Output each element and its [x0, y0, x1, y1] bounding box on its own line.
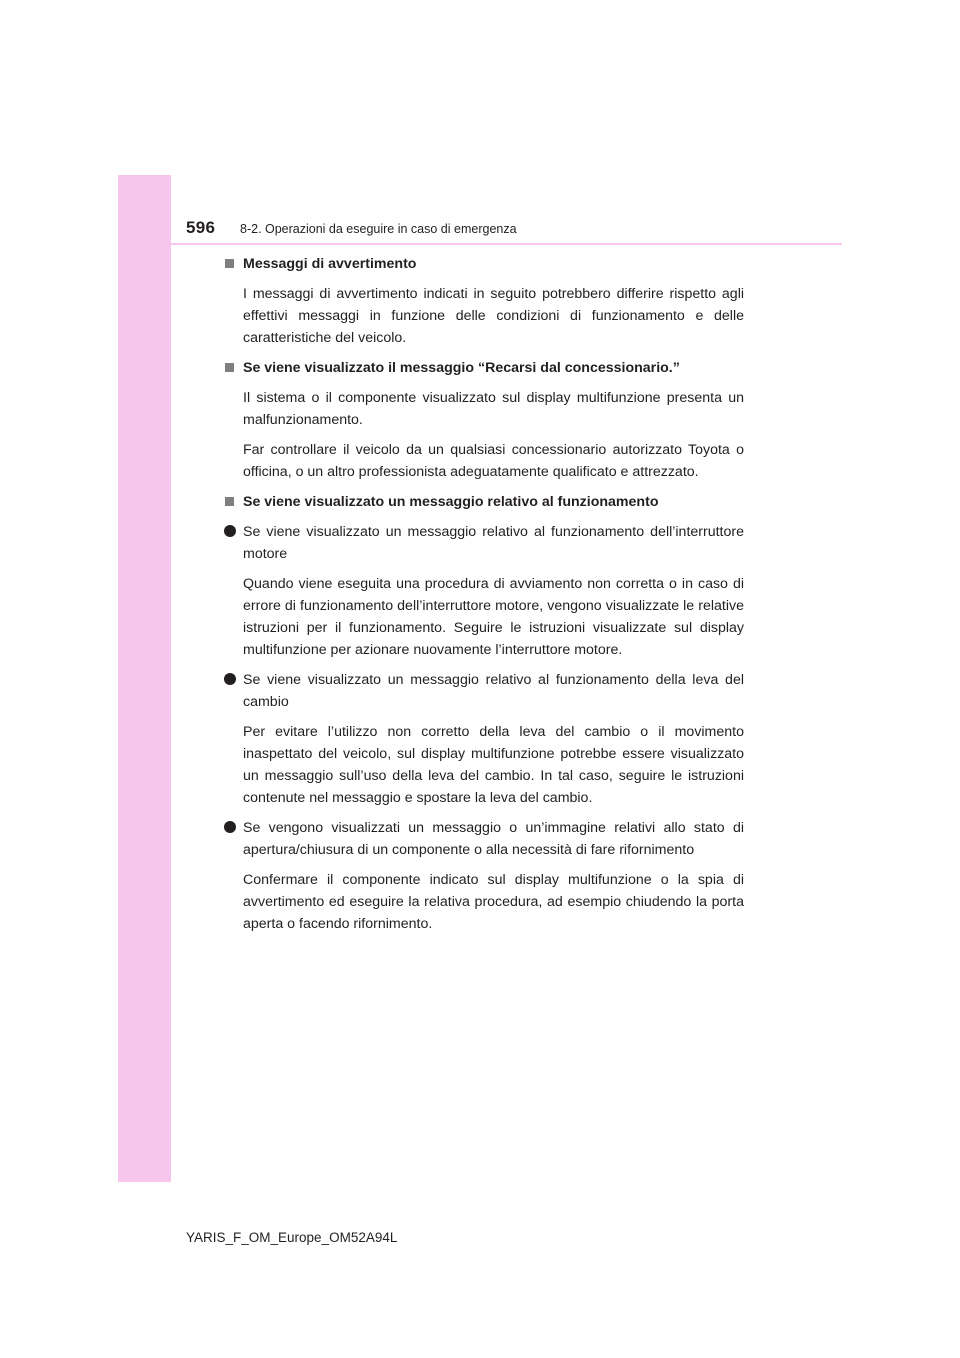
- square-bullet-icon: [225, 259, 234, 268]
- square-bullet-icon: [225, 497, 234, 506]
- page-content: [224, 253, 744, 943]
- paragraph: Far controllare il veicolo da un qualsiasi concessionario autorizzato Toyota o officina, o un altro professionista adeguatamente qualificato e attrezzato.: [243, 442, 744, 480]
- header-divider: [118, 243, 842, 245]
- section-heading: [224, 357, 744, 379]
- bullet-title: Se viene visualizzato un messaggio relativo al funzionamento dell’interruttore motore: [243, 524, 744, 562]
- section-heading-text: Se viene visualizzato un messaggio relativo al funzionamento: [243, 494, 659, 510]
- paragraph: Confermare il componente indicato sul display multifunzione o la spia di avvertimento ed eseguire la relativa procedura, ad esempio chiudendo la porta aperta o facendo rifornimento.: [243, 872, 744, 932]
- round-bullet-icon: [224, 673, 236, 685]
- section-title: 8-2. Operazioni da eseguire in caso di emergenza: [240, 222, 517, 236]
- bullet-item: [224, 817, 744, 861]
- bullet-title: Se viene visualizzato un messaggio relativo al funzionamento della leva del cambio: [243, 672, 744, 710]
- footer-document-code: YARIS_F_OM_Europe_OM52A94L: [186, 1230, 398, 1245]
- section-heading: [224, 253, 744, 275]
- round-bullet-icon: [224, 821, 236, 833]
- bullet-item: [224, 669, 744, 713]
- paragraph: Il sistema o il componente visualizzato sul display multifunzione presenta un malfunzionamento.: [243, 390, 744, 428]
- round-bullet-icon: [224, 525, 236, 537]
- bullet-title: Se vengono visualizzati un messaggio o un’immagine relativi allo stato di apertura/chiusura di un componente o alla necessità di fare rifornimento: [243, 820, 744, 858]
- section-heading-text: Se viene visualizzato il messaggio “Recarsi dal concessionario.”: [243, 360, 680, 376]
- section-heading-text: Messaggi di avvertimento: [243, 256, 417, 272]
- paragraph: I messaggi di avvertimento indicati in seguito potrebbero differire rispetto agli effettivi messaggi in funzione delle condizioni di funzionamento e delle caratteristiche del veicolo.: [243, 286, 744, 346]
- section-heading: [224, 491, 744, 513]
- square-bullet-icon: [225, 363, 234, 372]
- page-number: 596: [186, 218, 216, 237]
- bullet-item: [224, 521, 744, 565]
- paragraph: Quando viene eseguita una procedura di avviamento non corretta o in caso di errore di funzionamento dell’interruttore motore, vengono visualizzate le relative istruzioni per il funzionamento. Seguire le istruzioni visualizzate sul display multifunzione per azionare nuovamente l’interruttore motore.: [243, 576, 744, 658]
- paragraph: Per evitare l’utilizzo non corretto della leva del cambio o il movimento inaspettato del veicolo, sul display multifunzione potrebbe essere visualizzato un messaggio sull’uso della leva del cambio. In tal caso, seguire le istruzioni contenute nel messaggio e spostare la leva del cambio.: [243, 724, 744, 806]
- side-color-band: [118, 175, 171, 1182]
